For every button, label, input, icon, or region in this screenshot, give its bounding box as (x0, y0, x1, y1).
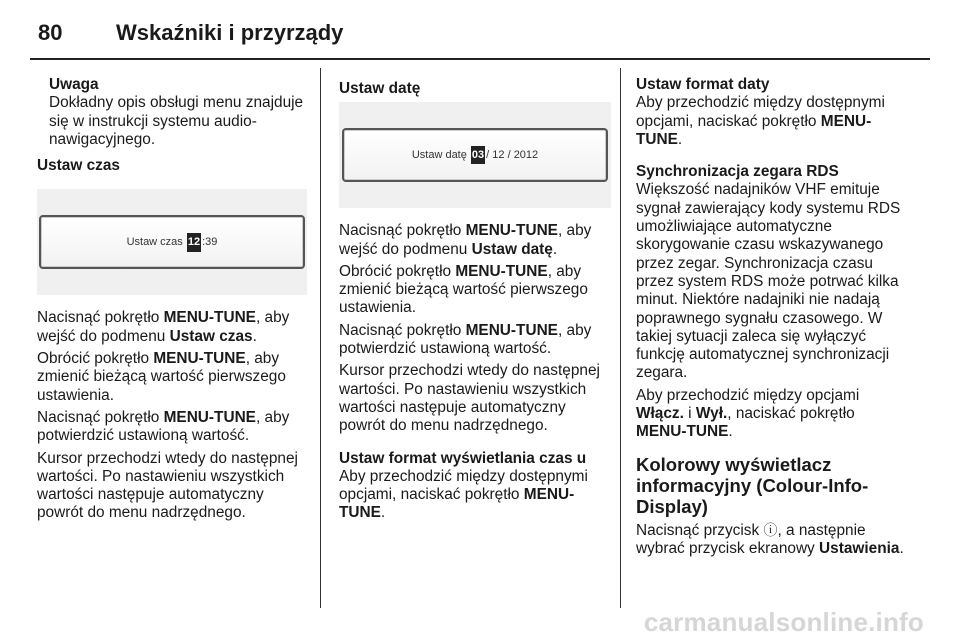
date-display-screen (342, 128, 608, 182)
section-heading-set-date: Ustaw datę (339, 80, 421, 97)
paragraph: Obrócić pokrętło MENU-TUNE, aby zmienić bieżącą wartość pierwszego ustawienia. (37, 350, 286, 404)
paragraph: Kursor przechodzi wtedy do następnej wartości. Po nastawieniu wszystkich wartości następuje automatyczny powrót do menu nadrzędnego. (339, 362, 600, 435)
screen-rest-value: / 12 / 2012 (486, 149, 539, 162)
time-screen-illustration (37, 189, 307, 295)
column-1 (37, 76, 307, 527)
screen-highlight-value: 03 (471, 146, 485, 164)
paragraph: Obrócić pokrętło MENU-TUNE, aby zmienić bieżącą wartość pierwszego ustawienia. (339, 262, 588, 317)
paragraph: Aby przechodzić między dostępnymi opcjami, naciskać pokrętło MENU-TUNE. (636, 94, 885, 148)
page-number: 80 (38, 20, 63, 45)
paragraph: Aby przechodzić między opcjami Włącz. i Wył., naciskać pokrętło MENU-TUNE. (636, 386, 860, 441)
column-3 (636, 76, 908, 562)
info-mode-icon: ⓘ (763, 521, 778, 538)
paragraph: Nacisnąć pokrętło MENU-TUNE, aby potwierdzić ustawioną wartość. (339, 321, 592, 358)
note-title: Uwaga (49, 76, 99, 93)
section-heading-set-time: Ustaw czas (37, 157, 120, 175)
screen-rest-value: :39 (202, 236, 218, 249)
note-text: Dokładny opis obsługi menu znajduje się w instrukcji systemu audio-nawigacyjnego. (49, 94, 304, 148)
paragraph: Aby przechodzić między dostępnymi opcjami, naciskać pokrętło MENU-TUNE. (339, 467, 588, 522)
column-divider-2 (620, 68, 621, 608)
column-divider-1 (320, 68, 321, 608)
screen-highlight-value: 12 (187, 233, 201, 251)
page-header (38, 16, 343, 50)
paragraph: Nacisnąć pokrętło MENU-TUNE, aby potwierdzić ustawioną wartość. (37, 408, 290, 445)
sub-heading-rds-sync: Synchronizacja zegara RDS (636, 163, 839, 181)
section-heading-colour-info-display: Kolorowy wyświetlacz informacyjny (Colour-Info-Display) (636, 453, 869, 517)
time-display-screen (39, 215, 305, 269)
watermark: carmanualsonline.info (643, 607, 924, 637)
paragraph: Nacisnąć pokrętło MENU-TUNE, aby wejść do podmenu Ustaw datę. (339, 222, 592, 258)
paragraph: Większość nadajników VHF emituje sygnał zawierający kody systemu RDS umożliwiające automatyczne skorygowanie czasu wskazywanego przez zegar. Synchronizacja czasu przez system RDS może potrwać kilka minut. Niektóre nadajniki nie nadają poprawnego sygnału czasowego. W takiej sytuacji zaleca się wyłączyć funkcję automatycznej synchronizacji zegara. (636, 181, 901, 382)
note-box (49, 76, 307, 149)
sub-heading-date-format: Ustaw format daty (636, 76, 770, 93)
paragraph: Nacisnąć pokrętło MENU-TUNE, aby wejść do podmenu Ustaw czas. (37, 309, 290, 345)
screen-label: Ustaw czas (126, 236, 183, 249)
screen-label: Ustaw datę (411, 149, 467, 162)
paragraph: Kursor przechodzi wtedy do następnej wartości. Po nastawieniu wszystkich wartości następuje automatyczny powrót do menu nadrzędnego. (37, 449, 298, 522)
sub-heading-time-format: Ustaw format wyświetlania czas u (339, 449, 587, 467)
page-title: Wskaźniki i przyrządy (116, 20, 344, 45)
paragraph: Nacisnąć przycisk ⓘ, a następnie wybrać przycisk ekranowy Ustawienia. (636, 521, 904, 557)
date-screen-illustration (339, 102, 611, 208)
column-2 (339, 76, 611, 527)
header-rule (30, 58, 930, 60)
